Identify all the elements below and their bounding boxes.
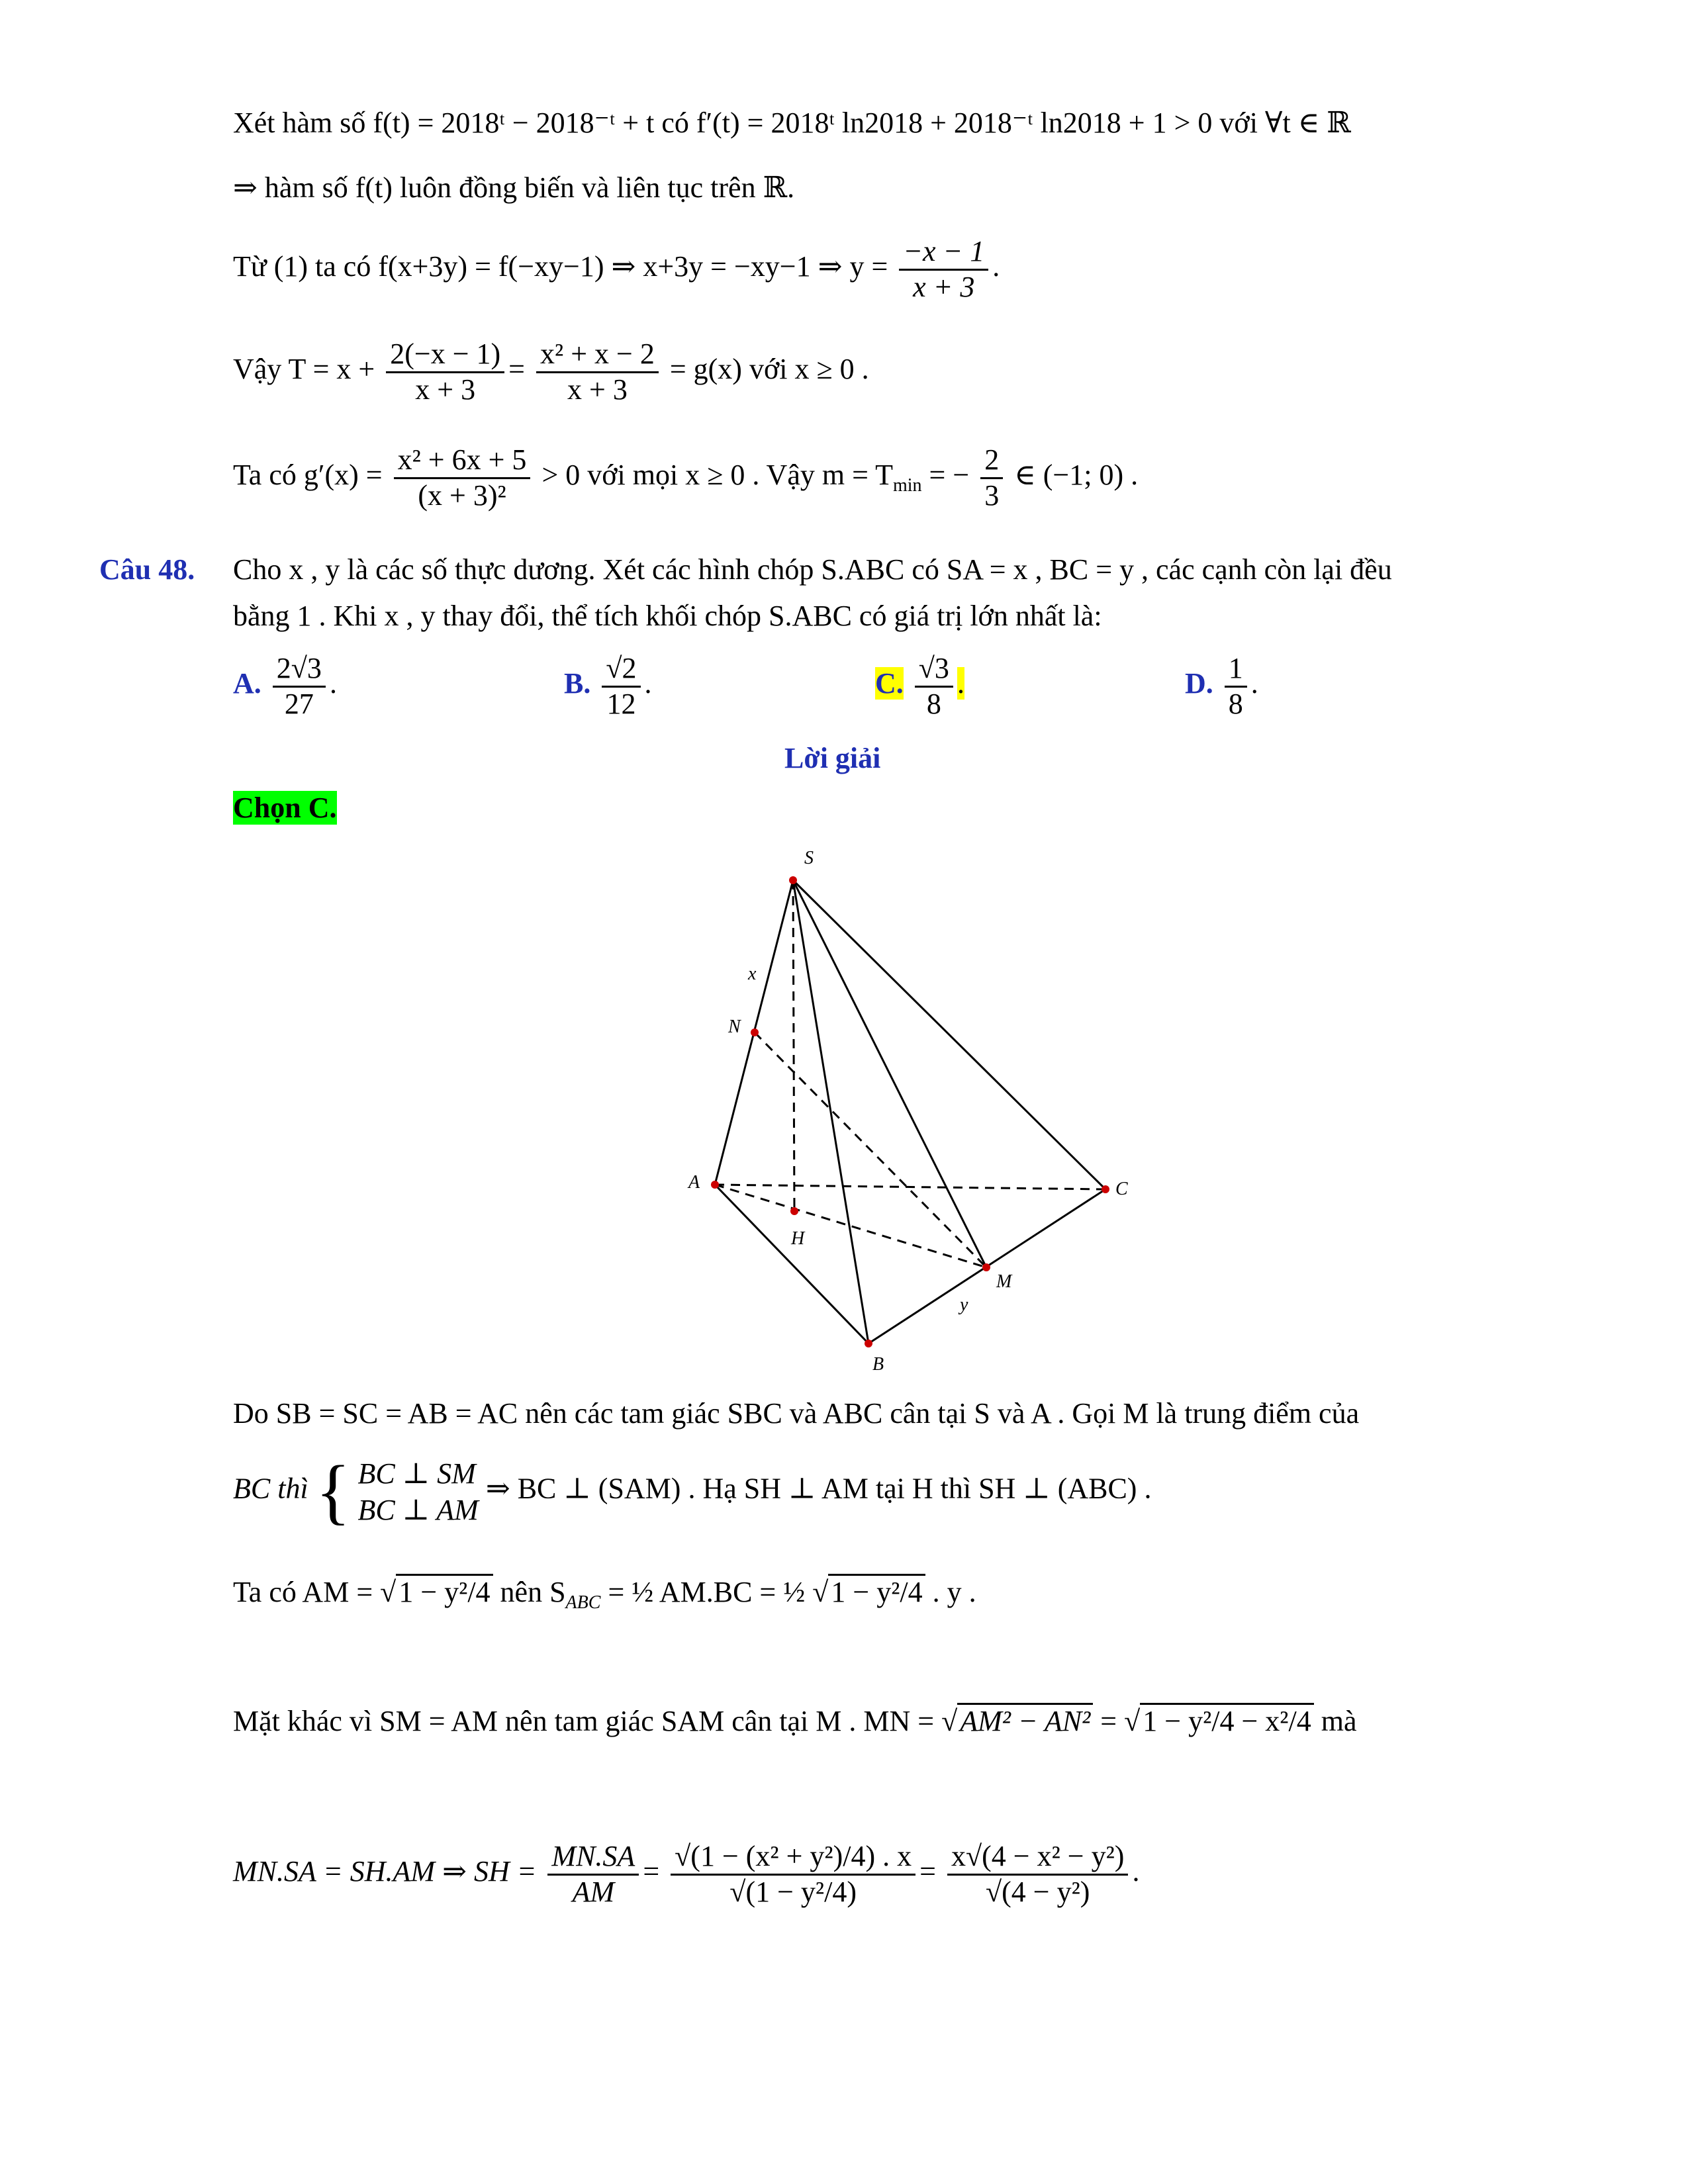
option-b-num: √2 — [602, 652, 640, 688]
sol-line-1: Do SB = SC = AB = AC nên các tam giác SBC và ABC cân tại S và A . Gọi M là trung điểm của — [233, 1397, 1360, 1430]
sh-den-3: √(4 − y²) — [985, 1875, 1090, 1908]
option-d[interactable]: D. $\frac{1}{8}$ . — [1185, 652, 1258, 720]
label-M: M — [996, 1271, 1012, 1292]
sol-line-3: Ta có AM = √1 − y²/4 nên $S_{ABC}$ = ½ AM.BC = ½ √1 − y²/4 . y . — [233, 1575, 976, 1614]
mn-eq: = — [1100, 1705, 1117, 1737]
T-num-1: 2(−x − 1) — [386, 338, 504, 373]
option-d-label: D. — [1185, 667, 1213, 700]
am-prefix: Ta có AM = — [233, 1576, 373, 1608]
option-c-num: √3 — [915, 652, 953, 688]
question-label: Câu 48. — [99, 553, 195, 586]
question-text-1: Cho x , y là các số thực dương. Xét các hình chóp S.ABC có SA = x , BC = y , các cạnh còn lại đều — [233, 553, 1392, 586]
question-text-2: bằng 1 . Khi x , y thay đổi, thể tích khối chóp S.ABC có giá trị lớn nhất là: — [233, 600, 1102, 632]
label-x: x — [748, 964, 757, 984]
area-post: . y . — [932, 1576, 976, 1608]
gprime-frac — [394, 443, 531, 512]
sh-prefix: MN.SA = SH.AM ⇒ SH = — [233, 1855, 537, 1888]
gprime-suffix: ∈ (−1; 0) . — [1014, 459, 1139, 492]
monotonic-text: ⇒ hàm số f(t) luôn đồng biến và liên tục trên ℝ. — [233, 171, 795, 204]
line-T: Vậy T = x + $\frac{2(-x - 1)}{x + 3}$ = $\frac{\text{x² + x − 2}}{x + 3}$ = g(x) với x ≥ 0 . — [233, 338, 869, 406]
point-M — [982, 1263, 990, 1271]
option-c-den: 8 — [926, 687, 941, 720]
m-frac — [980, 443, 1003, 512]
sh-frac-2 — [671, 1840, 915, 1909]
sol-line-4: Mặt khác vì SM = AM nên tam giác SAM cân tại M . MN = √AM² − AN² = √1 − y²/4 − x²/4 mà — [233, 1704, 1357, 1738]
sh-den-2: √(1 − y²/4) — [729, 1875, 857, 1908]
point-A — [711, 1181, 719, 1189]
option-a-num: 2√3 — [273, 652, 326, 688]
brace-line-2: BC ⊥ AM — [357, 1493, 479, 1526]
gprime-num: x² + 6x + 5 — [394, 443, 531, 479]
m-den: 3 — [984, 478, 1000, 512]
point-C — [1102, 1185, 1109, 1193]
point-N — [751, 1028, 759, 1036]
option-b[interactable]: B. $\frac{√2}{12}$ . — [564, 652, 652, 720]
area-eq: = ½ AM.BC = ½ — [608, 1576, 806, 1608]
label-B: B — [872, 1354, 884, 1375]
y-fraction — [899, 235, 988, 304]
point-B — [865, 1340, 872, 1347]
T-suffix: = g(x) với x ≥ 0 . — [669, 353, 869, 386]
y-frac-num: −x − 1 — [899, 235, 988, 271]
label-H: H — [791, 1228, 805, 1249]
min-subscript: min — [892, 475, 922, 496]
gprime-den: (x + 3)² — [418, 478, 506, 512]
sol-line-2 — [233, 1449, 1151, 1533]
label-S: S — [804, 848, 814, 868]
point-S — [789, 876, 797, 884]
sh-frac-1 — [547, 1840, 639, 1909]
solution-title: Lời giải — [784, 742, 881, 774]
option-c-frac — [915, 652, 953, 721]
T-prefix: Vậy T = x + — [233, 353, 375, 386]
mn-root-2: 1 − y²/4 − x²/4 — [1140, 1703, 1313, 1737]
edge-SC — [793, 880, 1105, 1189]
sh-den-1: AM — [572, 1875, 615, 1908]
m-num: 2 — [980, 443, 1003, 479]
from-1-text: Từ (1) ta có f(x+3y) = f(−xy−1) ⇒ x+3y = −xy−1 ⇒ y = — [233, 250, 888, 283]
option-c-label: C. — [875, 667, 904, 700]
T-frac-2 — [536, 338, 659, 406]
sh-frac-3 — [947, 1840, 1128, 1909]
abc-subscript: ABC — [565, 1592, 601, 1613]
line-from-1: Từ (1) ta có f(x+3y) = f(−xy−1) ⇒ x+3y = −xy−1 ⇒ y = $\frac{-x - 1}{x + 3}$ . — [233, 235, 1000, 303]
pyramid-figure — [662, 834, 1165, 1383]
sh-num-2: √(1 − (x² + y²)/4) . x — [671, 1840, 915, 1876]
label-C: C — [1115, 1179, 1128, 1199]
line-monotonic — [233, 171, 794, 205]
T-frac-1 — [386, 338, 504, 406]
edge-SB — [793, 880, 868, 1343]
option-a[interactable]: A. $\frac{2√3}{27}$ . — [233, 652, 337, 720]
option-a-den: 27 — [284, 687, 314, 720]
option-a-frac — [273, 652, 326, 721]
y-frac-den: x + 3 — [913, 270, 975, 303]
option-b-label: B. — [564, 667, 591, 700]
line-derivative — [233, 106, 1351, 140]
T-num-2: x² + x − 2 — [536, 338, 659, 373]
line-g-prime — [233, 443, 1138, 512]
option-a-label: A. — [233, 667, 261, 700]
bc-thi: BC thì — [233, 1472, 308, 1505]
sol-line-5: MN.SA = SH.AM ⇒ SH = $\frac{MN.SA}{AM}$ = $\frac{\text{√(1 − (x² + y²)/4) . x}}{\text{√(1 − y²/4)}}$ = $\frac{\text{x√(4 − x² − y²)}}{\text{√(4 − y²)}}$ . — [233, 1840, 1140, 1908]
label-N: N — [728, 1017, 741, 1037]
gprime-prefix: Ta có g′(x) = — [233, 459, 383, 492]
label-y: y — [960, 1295, 968, 1315]
edge-SM — [793, 880, 986, 1267]
mn-prefix: Mặt khác vì SM = AM nên tam giác SAM cân tại M . MN = — [233, 1705, 935, 1737]
option-b-den: 12 — [606, 687, 636, 720]
sol-line-2-post: ⇒ BC ⊥ (SAM) . Hạ SH ⊥ AM tại H thì SH ⊥ (ABC) . — [485, 1472, 1152, 1505]
T-den-2: x + 3 — [567, 373, 628, 406]
gprime-mid: > 0 với mọi x ≥ 0 . Vậy m = T — [541, 459, 893, 492]
option-c[interactable]: C. $\frac{√3}{8}$ . — [875, 652, 964, 720]
chosen-answer: Chọn C. — [233, 792, 337, 824]
mn-root-1: AM² − AN² — [957, 1703, 1093, 1737]
mn-post: mà — [1321, 1705, 1357, 1737]
segment-SH — [793, 880, 794, 1211]
derivative-text: Xét hàm số f(t) = 2018ᵗ − 2018⁻ᵗ + t có f′(t) = 2018ᵗ ln2018 + 2018⁻ᵗ ln2018 + 1 > 0 với ∀t ∈ ℝ — [233, 107, 1351, 139]
point-H — [790, 1207, 798, 1215]
brace-system — [358, 1455, 479, 1528]
label-A: A — [688, 1172, 700, 1193]
option-b-frac — [602, 652, 640, 721]
option-d-den: 8 — [1228, 687, 1243, 720]
left-brace: { — [315, 1451, 351, 1531]
T-den-1: x + 3 — [415, 373, 476, 406]
gprime-eq: = − — [929, 459, 970, 492]
edge-AC — [715, 1185, 1105, 1189]
area-root: 1 − y²/4 — [828, 1574, 925, 1608]
brace-line-1: BC ⊥ SM — [357, 1457, 476, 1490]
sh-num-1: MN.SA — [547, 1840, 639, 1876]
option-d-num: 1 — [1225, 652, 1247, 688]
option-d-frac — [1225, 652, 1247, 721]
sh-num-3: x√(4 − x² − y²) — [947, 1840, 1128, 1876]
area-prefix: nên S — [500, 1576, 566, 1608]
am-root: 1 − y²/4 — [396, 1574, 492, 1608]
